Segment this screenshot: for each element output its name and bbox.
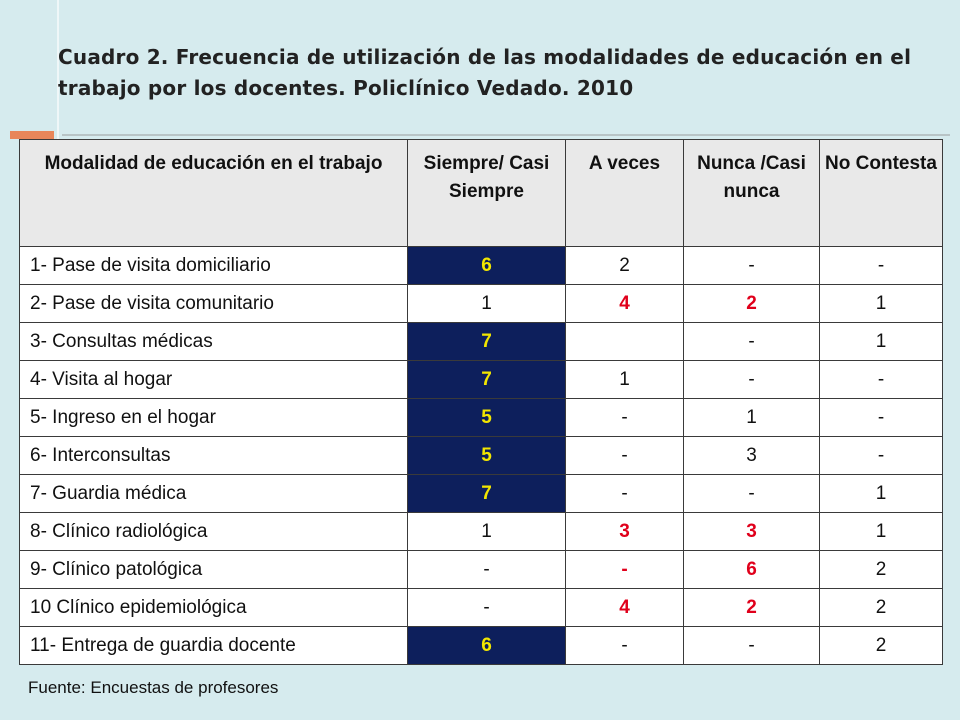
cell-siempre: 1 (408, 513, 566, 551)
row-label: 2- Pase de visita comunitario (20, 285, 408, 323)
cell-nunca: - (684, 323, 820, 361)
cell-nunca: 6 (684, 551, 820, 589)
header-row (20, 140, 943, 247)
cell-a-veces: - (566, 475, 684, 513)
cell-a-veces: 3 (566, 513, 684, 551)
cell-no-contesta: 1 (820, 475, 943, 513)
cell-no-contesta: 1 (820, 285, 943, 323)
cell-no-contesta: 2 (820, 551, 943, 589)
row-label: 6- Interconsultas (20, 437, 408, 475)
table-row (20, 475, 943, 513)
table-row (20, 589, 943, 627)
row-label: 10 Clínico epidemiológica (20, 589, 408, 627)
cell-a-veces: 4 (566, 285, 684, 323)
cell-siempre: 7 (408, 323, 566, 361)
table-row (20, 513, 943, 551)
cell-siempre: 6 (408, 627, 566, 665)
cell-siempre: 7 (408, 475, 566, 513)
source-note: Fuente: Encuestas de profesores (28, 678, 279, 697)
cell-siempre: 5 (408, 399, 566, 437)
table-row (20, 323, 943, 361)
header-nunca: Nunca /Casi nunca (684, 140, 820, 247)
cell-nunca: 2 (684, 589, 820, 627)
cell-nunca: 3 (684, 437, 820, 475)
cell-a-veces: - (566, 437, 684, 475)
accent-bar (10, 131, 54, 139)
cell-no-contesta: - (820, 399, 943, 437)
cell-no-contesta: - (820, 247, 943, 285)
row-label: 1- Pase de visita domiciliario (20, 247, 408, 285)
frequency-table (19, 139, 943, 665)
table-row (20, 399, 943, 437)
row-label: 5- Ingreso en el hogar (20, 399, 408, 437)
table-row (20, 627, 943, 665)
row-label: 4- Visita al hogar (20, 361, 408, 399)
cell-no-contesta: 1 (820, 513, 943, 551)
cell-siempre: 7 (408, 361, 566, 399)
cell-nunca: - (684, 361, 820, 399)
cell-nunca: - (684, 247, 820, 285)
cell-a-veces: - (566, 551, 684, 589)
cell-siempre: 1 (408, 285, 566, 323)
cell-no-contesta: 1 (820, 323, 943, 361)
table-row (20, 361, 943, 399)
cell-siempre: - (408, 589, 566, 627)
cell-nunca: 2 (684, 285, 820, 323)
header-siempre: Siempre/ Casi Siempre (408, 140, 566, 247)
divider-line (62, 134, 950, 136)
cell-no-contesta: 2 (820, 627, 943, 665)
cell-no-contesta: - (820, 361, 943, 399)
header-no-contesta: No Contesta (820, 140, 943, 247)
header-modalidad: Modalidad de educación en el trabajo (20, 140, 408, 247)
row-label: 9- Clínico patológica (20, 551, 408, 589)
cell-nunca: - (684, 475, 820, 513)
cell-siempre: 6 (408, 247, 566, 285)
cell-no-contesta: - (820, 437, 943, 475)
cell-no-contesta: 2 (820, 589, 943, 627)
row-label: 11- Entrega de guardia docente (20, 627, 408, 665)
table-caption: Cuadro 2. Frecuencia de utilización de las modalidades de educación en el trabajo por los docentes. Policlínico Vedado. 2010 (58, 45, 912, 100)
table-row (20, 247, 943, 285)
cell-nunca: 1 (684, 399, 820, 437)
cell-a-veces: 1 (566, 361, 684, 399)
cell-a-veces: - (566, 627, 684, 665)
cell-siempre: 5 (408, 437, 566, 475)
cell-a-veces: - (566, 399, 684, 437)
cell-a-veces (566, 323, 684, 361)
cell-a-veces: 2 (566, 247, 684, 285)
table-row (20, 285, 943, 323)
table-row (20, 437, 943, 475)
cell-nunca: - (684, 627, 820, 665)
cell-nunca: 3 (684, 513, 820, 551)
row-label: 7- Guardia médica (20, 475, 408, 513)
header-a-veces: A veces (566, 140, 684, 247)
row-label: 8- Clínico radiológica (20, 513, 408, 551)
row-label: 3- Consultas médicas (20, 323, 408, 361)
cell-a-veces: 4 (566, 589, 684, 627)
cell-siempre: - (408, 551, 566, 589)
table-row (20, 551, 943, 589)
